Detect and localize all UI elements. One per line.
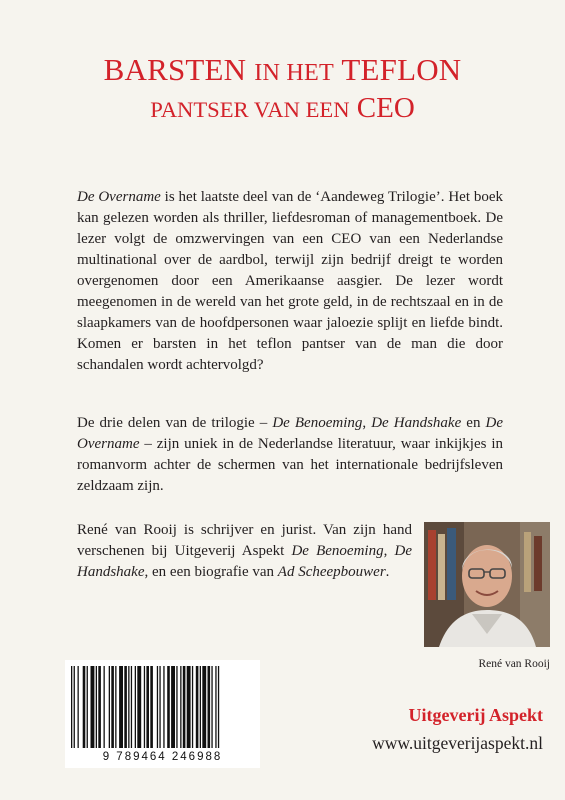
barcode-bar (176, 666, 177, 748)
publisher-website: www.uitgeverijaspekt.nl (372, 733, 543, 753)
barcode-bar (180, 666, 181, 748)
barcode-bar (124, 666, 127, 748)
barcode-bar (131, 666, 132, 748)
paragraph-text: en (461, 415, 486, 431)
title-word: TEFLON (341, 52, 462, 87)
publisher-name: Uitgeverij Aspekt (408, 705, 543, 725)
barcode-bar (157, 666, 158, 748)
barcode-bar (218, 666, 219, 748)
barcode-bar (91, 666, 95, 748)
author-bio-paragraph (77, 520, 412, 583)
barcode-bar (74, 666, 75, 748)
barcode-bar (111, 666, 114, 748)
barcode-bar (104, 666, 105, 748)
barcode-bar (119, 666, 123, 748)
paragraph-text: is het laatste deel van de ‘Aandeweg Trilogie’. Het boek kan gelezen worden als thriller, liefdesroman of managementboek. De lezer volgt de omzwervingen van een CEO van een Nederlandse multinational over de aardbol, terwijl zijn bedrijf dreigt te worden overgenomen door een Amerikaanse aasgier. De lezer wordt meegenomen in de wereld van het grote geld, in de rechtszaal en in de slaapkamers van de hoofdpersonen waar jaloezie splijt en liefde bindt. Komen er barsten in het teflon pantser van de man die door schandalen wordt achtervolgd? (77, 189, 504, 373)
photo-caption: René van Rooij (478, 658, 550, 670)
barcode-bar (109, 666, 110, 748)
barcode-bar (78, 666, 79, 748)
italic-book-title: De Handshake (371, 415, 462, 431)
italic-book-title: De Overname (77, 415, 504, 452)
title-word: CEO (356, 92, 415, 124)
italic-book-title: Ad Scheepbouwer (277, 564, 386, 580)
paragraph-text: , (383, 543, 395, 559)
blurb-paragraph-1 (77, 187, 503, 376)
barcode-bar (200, 666, 201, 748)
barcode-bar (211, 666, 212, 748)
barcode-bar (196, 666, 199, 748)
barcode-bar (171, 666, 175, 748)
barcode-bars (65, 660, 260, 750)
barcode-bar (146, 666, 149, 748)
barcode-bar (208, 666, 211, 748)
barcode-bar (163, 666, 164, 748)
paragraph-text: René van Rooij is schrijver en jurist. Van zijn hand verschenen bij Uitgeverij Aspekt (77, 522, 412, 559)
blurb-paragraph-2 (77, 413, 503, 497)
isbn-number: 9 789464 246988 (102, 751, 223, 763)
barcode-bar (202, 666, 206, 748)
barcode-bar (215, 666, 216, 748)
title-word: BARSTEN (103, 52, 247, 87)
italic-book-title: De Benoeming (272, 415, 363, 431)
barcode-bar (137, 666, 141, 748)
barcode-bar (98, 666, 101, 748)
italic-book-title: De Overname (77, 189, 161, 205)
barcode-bar (96, 666, 97, 748)
barcode-bar (159, 666, 160, 748)
barcode-bar (192, 666, 193, 748)
barcode-bar (115, 666, 116, 748)
barcode (65, 660, 260, 768)
barcode-bar (83, 666, 86, 748)
paragraph-text: . (385, 564, 390, 580)
barcode-bar (150, 666, 153, 748)
barcode-bar (135, 666, 136, 748)
paragraph-text: , (362, 415, 372, 431)
barcode-bar (183, 666, 186, 748)
paragraph-text: De drie delen van de trilogie – (77, 415, 273, 431)
title-line-2 (0, 92, 565, 125)
barcode-bar (144, 666, 145, 748)
barcode-bar (128, 666, 129, 748)
title-word: IN HET (254, 59, 334, 86)
title-word: PANTSER VAN EEN (150, 97, 350, 122)
italic-book-title: De Benoeming (291, 543, 384, 559)
barcode-bar (187, 666, 191, 748)
author-photo (424, 522, 550, 647)
title-line-1 (0, 52, 565, 88)
barcode-bar (167, 666, 170, 748)
paragraph-text: , en een biografie van (144, 564, 278, 580)
paragraph-text: – zijn uniek in de Nederlandse literatuur, waar inkijkjes in romanvorm achter de schermen van het internationale bedrijfsleven zeldzaam zijn. (77, 436, 503, 494)
barcode-bar (71, 666, 72, 748)
barcode-bar (87, 666, 88, 748)
italic-book-title: De Handshake (77, 543, 413, 580)
